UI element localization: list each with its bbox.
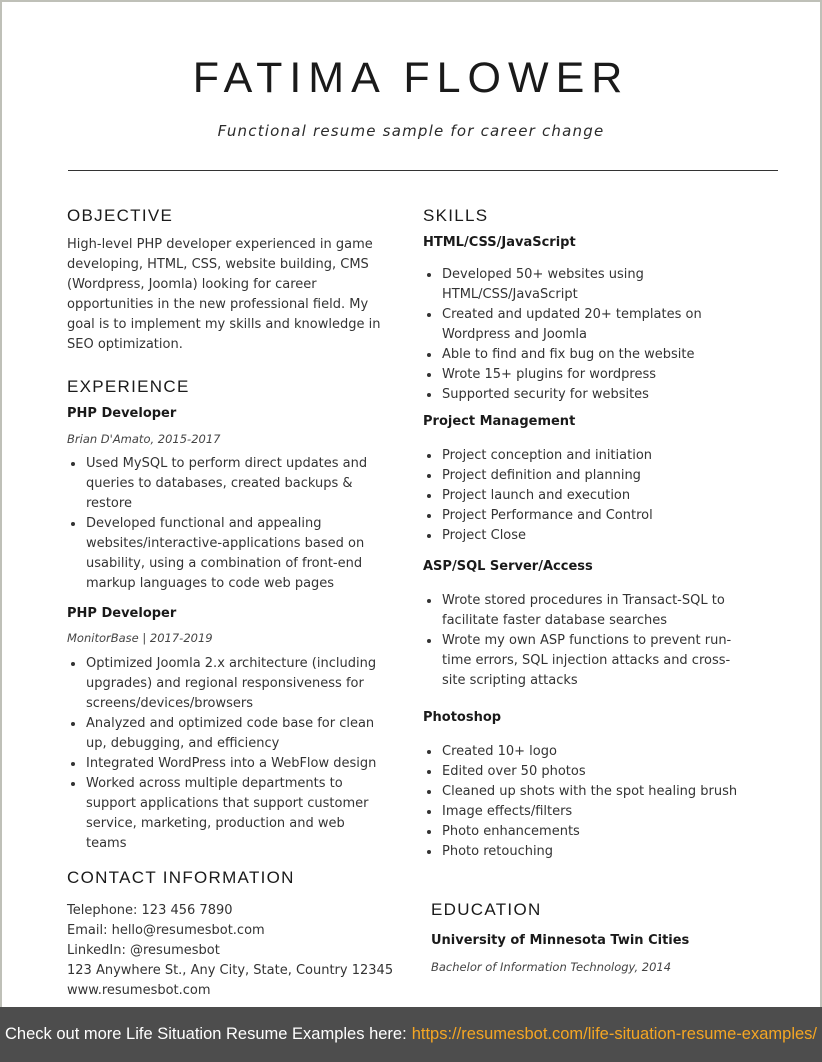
contact-heading: CONTACT INFORMATION — [67, 868, 295, 887]
job-title: PHP Developer — [67, 406, 177, 421]
contact-email: Email: hello@resumesbot.com — [67, 923, 265, 938]
job-bullets — [67, 654, 397, 854]
list-item: Project definition and planning — [423, 466, 743, 486]
list-item: Analyzed and optimized code base for clean up, debugging, and efficiency — [67, 714, 397, 754]
list-item: Wrote 15+ plugins for wordpress — [423, 365, 743, 385]
skill-bullets — [423, 742, 743, 862]
list-item: Edited over 50 photos — [423, 762, 743, 782]
education-degree: Bachelor of Information Technology, 2014 — [431, 960, 672, 974]
list-item: Supported security for websites — [423, 385, 743, 405]
contact-website: www.resumesbot.com — [67, 983, 211, 998]
contact-telephone: Telephone: 123 456 7890 — [67, 903, 233, 918]
list-item: Project conception and initiation — [423, 446, 743, 466]
job-title: PHP Developer — [67, 606, 177, 621]
skill-group-title: Project Management — [423, 414, 576, 429]
footer-banner — [0, 1007, 822, 1062]
list-item: Project Performance and Control — [423, 506, 743, 526]
experience-heading: EXPERIENCE — [67, 377, 190, 396]
footer-text: Check out more Life Situation Resume Examples here: — [4, 1025, 407, 1043]
resume-subtitle: Functional resume sample for career change — [217, 122, 605, 140]
list-item: Project Close — [423, 526, 743, 546]
list-item: Cleaned up shots with the spot healing brush — [423, 782, 743, 802]
header-divider — [68, 170, 778, 171]
contact-linkedin: LinkedIn: @resumesbot — [67, 943, 220, 958]
list-item: Project launch and execution — [423, 486, 743, 506]
education-heading: EDUCATION — [431, 900, 542, 919]
job-bullets — [67, 454, 397, 594]
job-meta: Brian D'Amato, 2015-2017 — [67, 432, 221, 446]
skill-group-title: Photoshop — [423, 710, 502, 725]
contact-address: 123 Anywhere St., Any City, State, Country 12345 — [67, 963, 394, 978]
objective-text: High-level PHP developer experienced in game developing, HTML, CSS, website building, CMS (Wordpress, Joomla) looking for career opportunities in the new professional field. My goal is to implement my skills and knowledge in SEO optimization. — [67, 237, 381, 352]
list-item: Wrote my own ASP functions to prevent run- time errors, SQL injection attacks and cross- site scripting attacks — [423, 631, 743, 691]
skill-bullets — [423, 591, 743, 691]
list-item: Developed functional and appealing websites/interactive-applications based on usability, using a combination of front-end markup languages to code web pages — [67, 514, 397, 594]
list-item: Optimized Joomla 2.x architecture (including upgrades) and regional responsiveness for screens/devices/browsers — [67, 654, 397, 714]
list-item: Worked across multiple departments to support applications that support customer service, marketing, production and web teams — [67, 774, 397, 854]
list-item: Developed 50+ websites using HTML/CSS/JavaScript — [423, 265, 743, 305]
list-item: Able to find and fix bug on the website — [423, 345, 743, 365]
list-item: Used MySQL to perform direct updates and queries to databases, created backups & restore — [67, 454, 397, 514]
candidate-name: FATIMA FLOWER — [192, 54, 630, 102]
skill-bullets — [423, 265, 743, 405]
skill-group-title: HTML/CSS/JavaScript — [423, 235, 576, 250]
list-item: Created and updated 20+ templates on Wordpress and Joomla — [423, 305, 743, 345]
job-meta: MonitorBase | 2017-2019 — [67, 631, 213, 645]
objective-heading: OBJECTIVE — [67, 206, 174, 225]
list-item: Created 10+ logo — [423, 742, 743, 762]
skill-group-title: ASP/SQL Server/Access — [423, 559, 593, 574]
education-school: University of Minnesota Twin Cities — [431, 933, 690, 948]
list-item: Photo retouching — [423, 842, 743, 862]
footer-link[interactable]: https://resumesbot.com/life-situation-resume-examples/ — [411, 1025, 818, 1043]
list-item: Photo enhancements — [423, 822, 743, 842]
skill-bullets — [423, 446, 743, 546]
list-item: Integrated WordPress into a WebFlow design — [67, 754, 397, 774]
list-item: Wrote stored procedures in Transact-SQL to facilitate faster database searches — [423, 591, 743, 631]
skills-heading: SKILLS — [423, 206, 489, 225]
list-item: Image effects/filters — [423, 802, 743, 822]
